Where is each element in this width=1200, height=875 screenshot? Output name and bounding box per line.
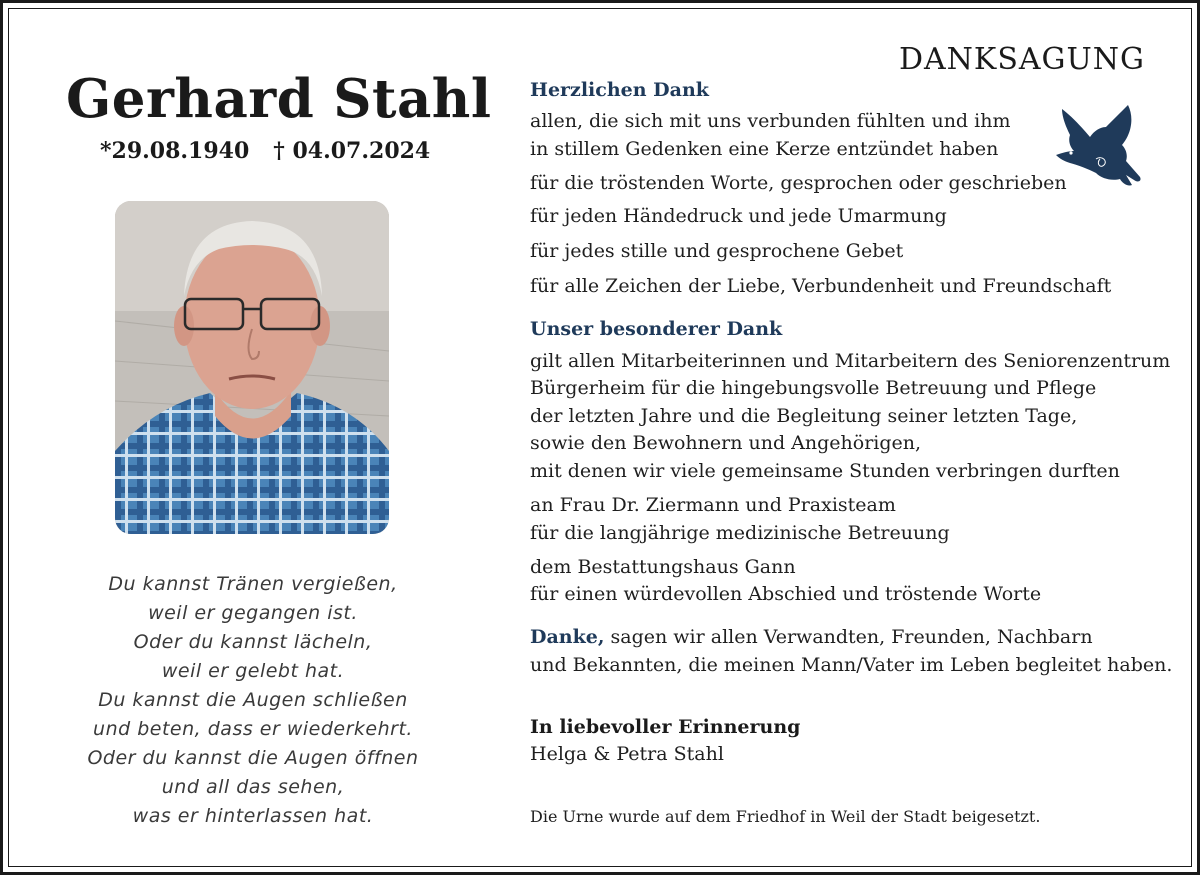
poem-line: Du kannst die Augen schließen — [98, 689, 408, 711]
poem-line: Du kannst Tränen vergießen, — [108, 573, 398, 595]
poem-line: Oder du kannst lächeln, — [133, 631, 373, 653]
heading-herzlichen-dank: Herzlichen Dank — [530, 79, 709, 101]
life-dates — [100, 136, 431, 166]
signature-names: Helga & Petra Stahl — [530, 743, 724, 765]
page-title: DANKSAGUNG — [898, 42, 1145, 77]
death-date: † 04.07.2024 — [273, 138, 431, 164]
text-line: für jeden Händedruck und jede Umarmung — [530, 205, 947, 227]
poem-line: weil er gelebt hat. — [161, 660, 345, 682]
final-thanks-line-2: und Bekannten, die meinen Mann/Vater im Leben begleitet haben. — [530, 654, 1173, 676]
text-line: dem Bestattungshaus Gann — [530, 556, 796, 578]
text-line: sowie den Bewohnern und Angehörigen, — [530, 432, 922, 454]
text-line: für alle Zeichen der Liebe, Verbundenheit und Freundschaft — [530, 275, 1112, 297]
final-thanks-rest: sagen wir allen Verwandten, Freunden, Nachbarn — [604, 626, 1093, 648]
text-line: für die tröstenden Worte, gesprochen oder geschrieben — [530, 172, 1067, 194]
poem-line: und beten, dass er wiederkehrt. — [93, 718, 413, 740]
dove-icon — [1056, 103, 1142, 195]
text-line: für einen würdevollen Abschied und tröstende Worte — [530, 583, 1042, 605]
poem-line: und all das sehen, — [161, 776, 345, 798]
burial-note: Die Urne wurde auf dem Friedhof in Weil der Stadt beigesetzt. — [530, 807, 1041, 826]
poem-line: weil er gegangen ist. — [148, 602, 358, 624]
text-line: Bürgerheim für die hingebungsvolle Betreuung und Pflege — [530, 377, 1097, 399]
text-line: in stillem Gedenken eine Kerze entzündet haben — [530, 138, 999, 160]
danke-word: Danke, — [530, 626, 605, 648]
text-line: für jedes stille und gesprochene Gebet — [530, 240, 904, 262]
text-line: an Frau Dr. Ziermann und Praxisteam — [530, 494, 896, 516]
text-line: allen, die sich mit uns verbunden fühlten und ihm — [530, 110, 1011, 132]
portrait-photo — [115, 201, 389, 534]
text-line: der letzten Jahre und die Begleitung seiner letzten Tage, — [530, 405, 1078, 427]
birth-date: *29.08.1940 — [100, 138, 250, 164]
poem-line: was er hinterlassen hat. — [132, 805, 374, 827]
poem — [58, 570, 448, 831]
text-line: mit denen wir viele gemeinsame Stunden verbringen durften — [530, 460, 1120, 482]
signature-title: In liebevoller Erinnerung — [530, 716, 801, 738]
text-line: gilt allen Mitarbeiterinnen und Mitarbeitern des Seniorenzentrum — [530, 350, 1171, 372]
text-line: für die langjährige medizinische Betreuung — [530, 522, 950, 544]
poem-line: Oder du kannst die Augen öffnen — [87, 747, 419, 769]
deceased-name: Gerhard Stahl — [66, 68, 492, 130]
heading-besonderer-dank: Unser besonderer Dank — [530, 318, 783, 340]
final-thanks-line-1 — [530, 624, 1093, 651]
